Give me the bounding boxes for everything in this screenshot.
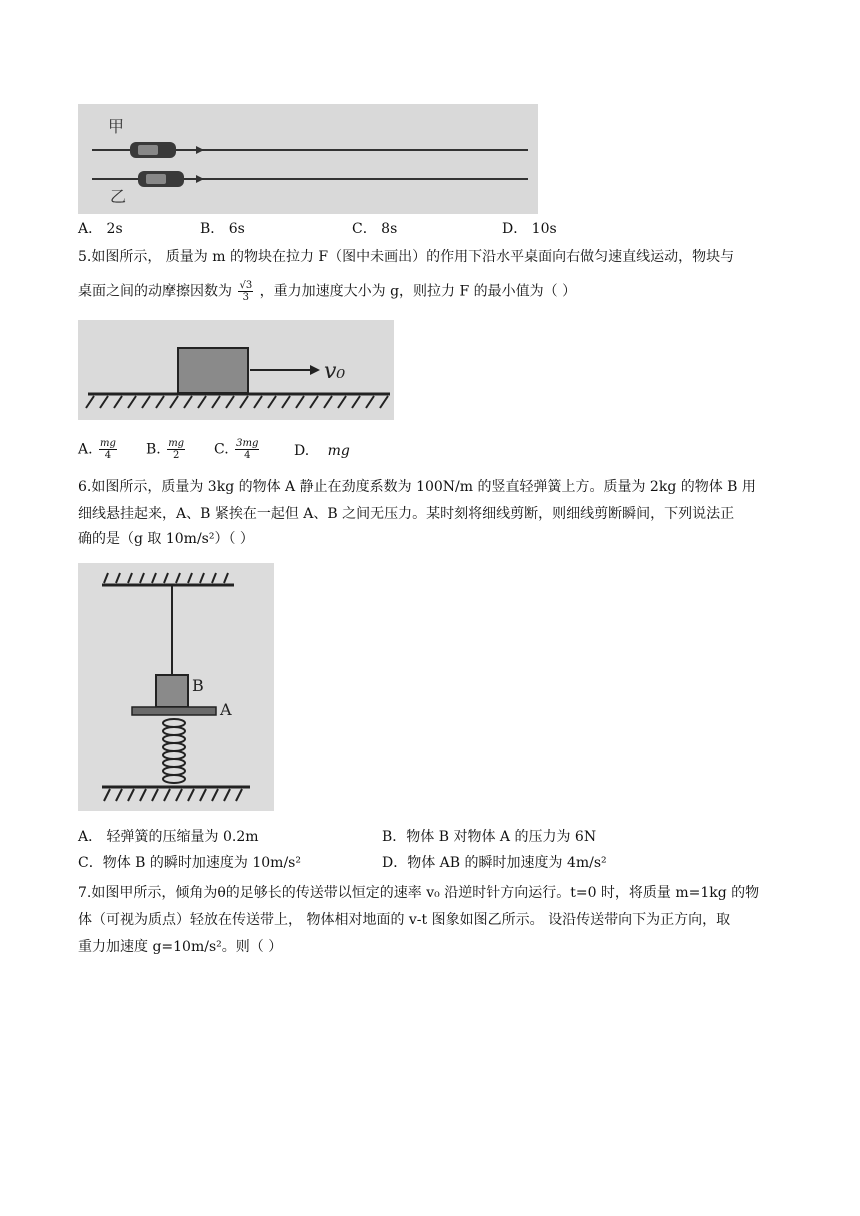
- option-label: D.: [294, 443, 310, 459]
- velocity-label: v₀: [324, 359, 346, 384]
- option-value: mg: [327, 443, 350, 459]
- q4-option-a[interactable]: A． 2s: [78, 221, 123, 237]
- option-label: A.: [78, 441, 93, 458]
- q5-option-c[interactable]: [214, 438, 261, 461]
- q4-option-c[interactable]: C． 8s: [352, 221, 398, 237]
- figure-q5-svg: [78, 320, 394, 420]
- q7-text-line3: 重力加速度 g=10m/s²。则（ ）: [78, 939, 283, 955]
- label-jia: 甲: [108, 117, 125, 136]
- q5-line2-post: ，重力加速度大小为 g，则拉力 F 的最小值为（ ）: [259, 283, 577, 300]
- figure-q6-spring: [78, 563, 274, 811]
- plate-a: [132, 707, 216, 715]
- q6-option-d[interactable]: D．物体 AB 的瞬时加速度为 4m/s²: [382, 855, 607, 871]
- q6-text-line2: 细线悬挂起来，A、B 紧挨在一起但 A、B 之间无压力。某时刻将细线剪断，则细线剪断瞬间，下列说法正: [78, 506, 735, 522]
- q5-friction-fraction: [238, 280, 253, 303]
- fraction-num: √3: [239, 280, 253, 291]
- q4-option-b[interactable]: B． 6s: [200, 221, 245, 237]
- q5-line2-pre: 桌面之间的动摩擦因数为: [78, 283, 232, 300]
- label-a: A: [220, 700, 232, 719]
- fraction-den: 3: [242, 292, 249, 303]
- label-b: B: [192, 676, 204, 695]
- q5-option-a[interactable]: [78, 438, 119, 461]
- block-b: [156, 675, 188, 707]
- figure-q5-block: [78, 320, 394, 420]
- q7-text-line2: 体（可视为质点）轻放在传送带上， 物体相对地面的 v-t 图象如图乙所示。 设沿传送带向下为正方向，取: [78, 912, 731, 928]
- q6-option-c[interactable]: C．物体 B 的瞬时加速度为 10m/s²: [78, 855, 301, 871]
- option-fraction: $\frac{3mg}{4}$: [236, 438, 259, 461]
- q5-option-b[interactable]: [146, 438, 187, 461]
- q5-text-line2: [78, 280, 576, 303]
- q6-text-line3: 确的是（g 取 10m/s²）（ ）: [78, 531, 254, 547]
- q6-text-line1: 6.如图所示，质量为 3kg 的物体 A 静止在劲度系数为 100N/m 的竖直轻弹簧上方。质量为 2kg 的物体 B 用: [78, 479, 756, 495]
- option-fraction: $\frac{mg}{2}$: [168, 438, 185, 461]
- figure-q4-cars: [78, 104, 538, 214]
- q6-option-b[interactable]: B．物体 B 对物体 A 的压力为 6N: [382, 829, 597, 845]
- label-yi: 乙: [110, 187, 127, 206]
- figure-q6-svg: [78, 563, 274, 811]
- option-label: C.: [214, 441, 229, 458]
- q5-text-line1: 5.如图所示， 质量为 m 的物块在拉力 F（图中未画出）的作用下沿水平桌面向右做匀速直线运动，物块与: [78, 249, 735, 265]
- q4-option-d[interactable]: D． 10s: [502, 221, 557, 237]
- figure-q4-svg: [78, 104, 538, 214]
- q7-text-line1: 7.如图甲所示，倾角为θ的足够长的传送带以恒定的速率 v₀ 沿逆时针方向运行。t=0 时，将质量 m=1kg 的物: [78, 885, 760, 901]
- q5-option-d[interactable]: [294, 442, 350, 460]
- q6-option-a[interactable]: A． 轻弹簧的压缩量为 0.2m: [78, 829, 259, 845]
- option-fraction: $\frac{mg}{4}$: [100, 438, 116, 461]
- block: [178, 348, 248, 393]
- option-label: B.: [146, 441, 161, 458]
